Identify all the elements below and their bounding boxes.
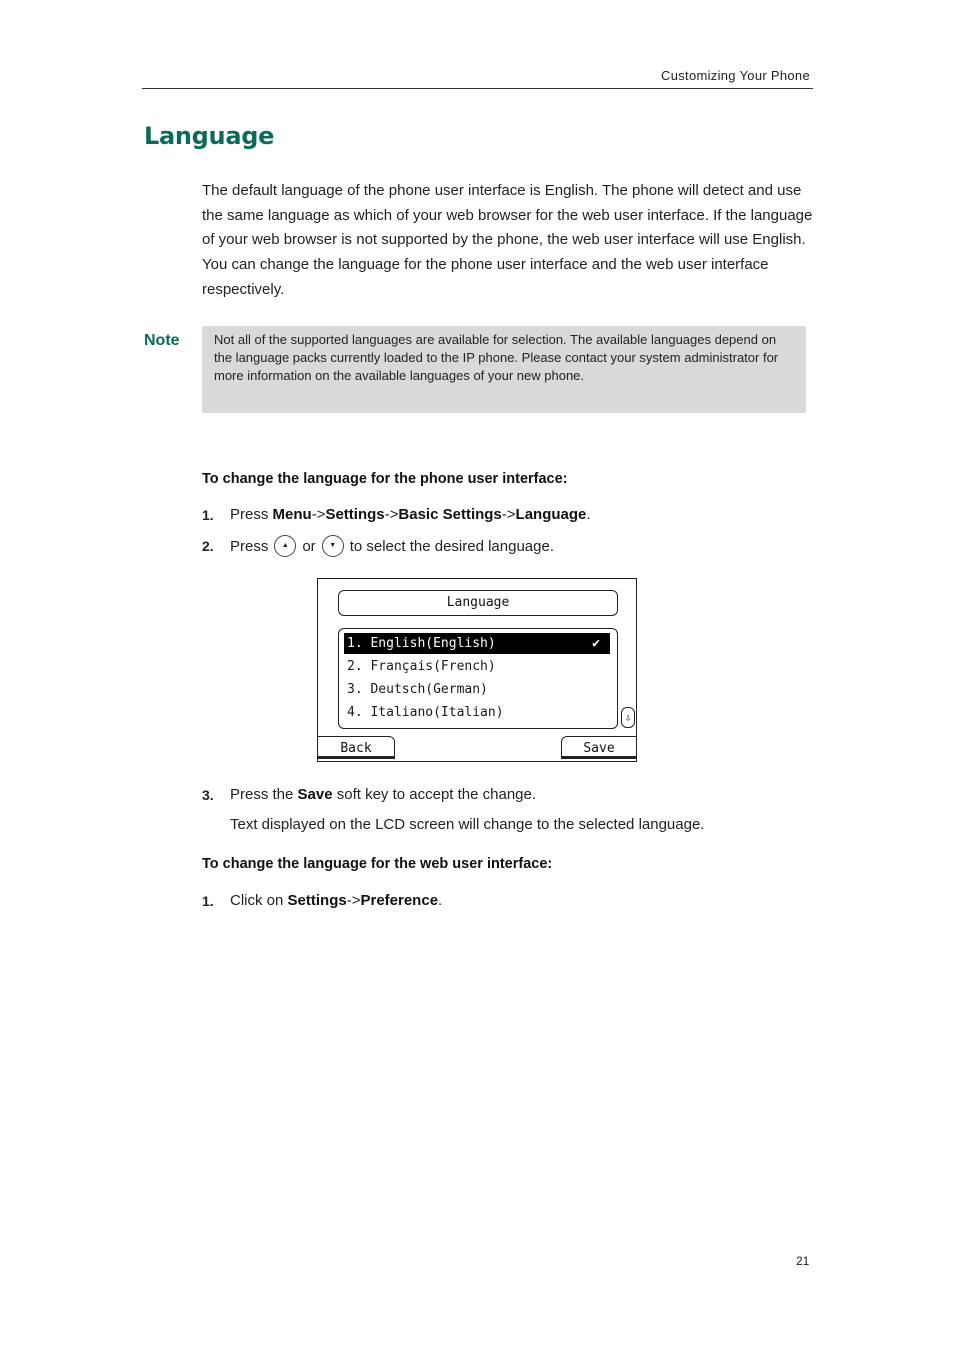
down-arrow-key-icon: ▼ [322,535,344,557]
menu-key: Menu [272,506,312,523]
lcd-language-list [338,628,618,729]
save-key-label: Save [297,786,333,803]
step-3-note: Text displayed on the LCD screen will change to the selected language. [230,816,705,833]
web-step-1: 1. Click on Settings -> Preference . [202,892,443,909]
phone-step-1: 1. Press Menu -> Settings -> Basic Settings -> Language . [202,506,591,523]
basic-settings-menu: Basic Settings [398,506,502,523]
lcd-list-item[interactable]: 4. Italiano(Italian) [347,705,504,720]
phone-lcd-screen [317,578,637,762]
page-number: 21 [796,1254,810,1268]
phone-ui-heading: To change the language for the phone user interface: [202,471,568,487]
phone-step-2: 2. Press ▲ or ▼ to select the desired language. [202,535,554,557]
step-number: 1. [202,506,214,523]
up-arrow-key-icon: ▲ [274,535,296,557]
running-header: Customizing Your Phone [661,68,810,83]
check-icon: ✔ [592,636,600,651]
step-number: 3. [202,786,214,803]
lcd-list-item[interactable]: 2. Français(French) [347,659,496,674]
phone-step-3: 3. Press the Save soft key to accept the change. [202,786,537,803]
save-softkey[interactable]: Save [561,736,636,759]
page-title: Language [144,122,275,150]
scroll-down-icon: ⇩ [621,707,635,728]
lcd-list-item[interactable]: 1. English(English) ✔ [344,633,610,654]
language-menu: Language [515,506,587,523]
lcd-title: Language [338,590,618,616]
lcd-list-item[interactable]: 3. Deutsch(German) [347,682,488,697]
note-box: Not all of the supported languages are available for selection. The available languages depend on the language packs currently loaded to the IP phone. Please contact your system administrator for more information on the available languages of your new phone. [202,326,806,413]
web-ui-heading: To change the language for the web user interface: [202,856,553,872]
step-number: 1. [202,892,214,909]
back-softkey[interactable]: Back [318,736,395,759]
preference-tab: Preference [360,892,439,909]
header-rule [142,88,813,89]
intro-paragraph: The default language of the phone user interface is English. The phone will detect and use the same language as which of your web browser for the web user interface. If the language of your web browser is not supported by the phone, the web user interface will use English. You can change the language for the phone user interface and the web user interface respectively. [202,182,813,298]
step-number: 2. [202,538,214,554]
settings-menu: Settings [325,506,385,523]
note-label: Note [144,332,180,349]
settings-tab: Settings [287,892,347,909]
